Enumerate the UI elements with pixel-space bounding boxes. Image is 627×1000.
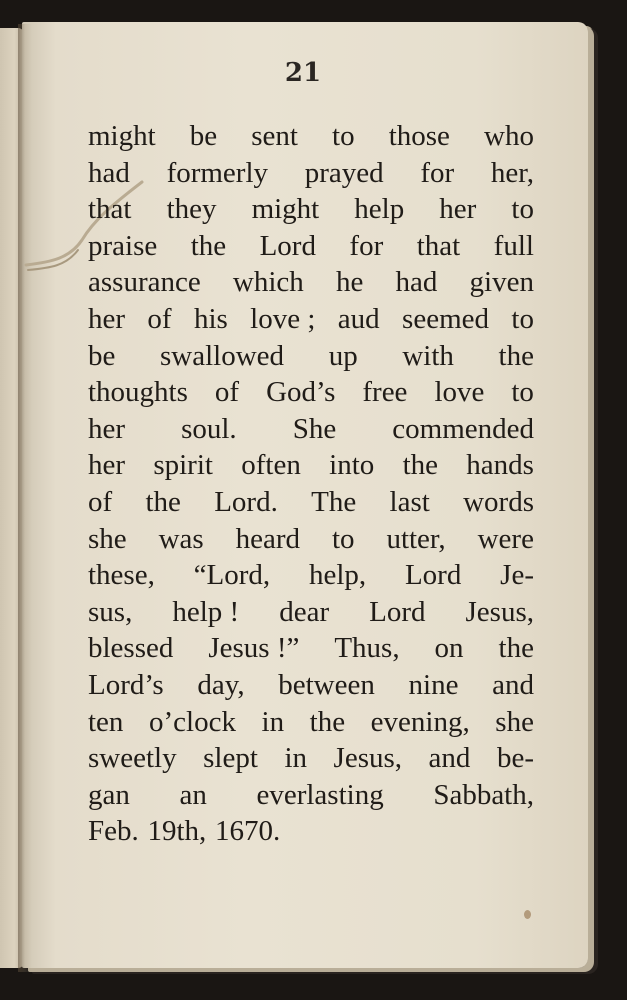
word: help — [354, 193, 405, 226]
text-line — [88, 484, 534, 521]
word: these, — [88, 559, 155, 592]
word: o’clock — [149, 705, 236, 738]
word: to — [511, 376, 534, 409]
word: thoughts — [88, 376, 188, 409]
word: commended — [392, 412, 534, 445]
word: into — [329, 449, 375, 482]
word: the — [498, 632, 534, 665]
paper-stain — [524, 910, 531, 919]
word: she — [495, 705, 534, 738]
body-text — [88, 118, 534, 850]
word: prayed — [304, 156, 384, 189]
word: given — [469, 266, 534, 299]
word: heard — [235, 522, 301, 555]
word: that — [88, 193, 132, 226]
word: of — [88, 485, 113, 518]
word: on — [434, 632, 464, 665]
word: sweetly — [88, 742, 177, 775]
word: utter, — [386, 522, 446, 555]
word: be — [189, 120, 218, 152]
word: the — [190, 229, 227, 262]
word: which — [232, 266, 304, 299]
word: she — [88, 522, 127, 555]
word: help ! — [172, 595, 240, 628]
word: had — [88, 156, 130, 189]
word: slept — [203, 742, 258, 775]
word: Je- — [500, 559, 534, 592]
word: had — [395, 266, 438, 299]
word: to — [331, 522, 355, 555]
word: of — [214, 376, 240, 409]
word: who — [484, 120, 534, 152]
text-line — [88, 630, 534, 667]
text-line — [88, 777, 534, 814]
word: to — [332, 120, 355, 152]
word: her, — [490, 156, 534, 189]
word: her — [88, 449, 126, 482]
word: ten — [88, 705, 124, 738]
word: assurance — [88, 266, 201, 299]
word: evening, — [370, 705, 470, 738]
word: Jesus, — [333, 742, 403, 775]
word: the — [145, 485, 181, 518]
word: seemed — [402, 302, 490, 335]
word: in — [261, 705, 285, 738]
word: Thus, — [334, 632, 400, 665]
word: words — [463, 485, 534, 518]
word: Feb. — [88, 815, 139, 848]
word: be — [88, 339, 116, 372]
text-line — [88, 301, 534, 338]
word: might — [88, 120, 156, 152]
text-line — [88, 118, 534, 155]
word: free — [362, 376, 408, 409]
word: her — [439, 193, 477, 226]
word: they — [166, 193, 217, 226]
word: and — [428, 742, 471, 775]
word: be- — [496, 742, 534, 775]
word: up — [328, 339, 358, 372]
word: “Lord, — [193, 559, 271, 592]
text-line — [88, 521, 534, 558]
page-number: 21 — [284, 58, 322, 88]
word: She — [292, 412, 337, 445]
word: dear — [279, 595, 330, 628]
word: Lord’s — [88, 668, 164, 701]
text-line — [88, 264, 534, 301]
word: were — [477, 522, 534, 555]
word: Lord. — [214, 485, 278, 518]
word: of — [147, 302, 172, 335]
word: everlasting — [256, 778, 384, 811]
word: the — [309, 705, 346, 738]
word: his — [193, 302, 228, 335]
word: formerly — [166, 156, 269, 189]
word: 1670. — [214, 815, 281, 848]
word: her — [88, 302, 126, 335]
word: nine — [408, 668, 459, 701]
word: might — [251, 193, 320, 226]
text-line — [88, 228, 534, 265]
word: spirit — [153, 449, 213, 482]
text-line — [88, 191, 534, 228]
text-line — [88, 447, 534, 484]
word: love — [434, 376, 485, 409]
word: with — [402, 339, 454, 372]
word: he — [335, 266, 364, 299]
word: hands — [466, 449, 534, 482]
word: Lord — [404, 559, 462, 592]
word: last — [389, 485, 430, 518]
word: love ; — [250, 302, 316, 335]
word: for — [420, 156, 455, 189]
word: in — [284, 742, 307, 775]
text-line — [88, 374, 534, 411]
spine-shadow — [18, 24, 32, 972]
word: Lord — [369, 595, 426, 628]
word: and — [492, 668, 534, 701]
word: to — [511, 193, 534, 226]
word: God’s — [266, 376, 336, 409]
word: often — [241, 449, 301, 482]
word: gan — [88, 778, 130, 811]
word: The — [311, 485, 357, 518]
word: for — [349, 229, 384, 262]
word: those — [388, 120, 450, 152]
word: was — [158, 522, 204, 555]
word: to — [511, 302, 534, 335]
word: day, — [197, 668, 245, 701]
text-line — [88, 411, 534, 448]
word: an — [179, 778, 207, 811]
word: full — [493, 229, 534, 262]
word: Jesus !” — [208, 632, 300, 665]
text-line — [88, 338, 534, 375]
text-line — [88, 155, 534, 192]
word: sent — [251, 120, 298, 152]
text-line — [88, 667, 534, 704]
word: help, — [308, 559, 367, 592]
word: Lord — [259, 229, 316, 262]
text-line — [88, 704, 534, 741]
word: 19th, — [147, 815, 207, 848]
word: swallowed — [160, 339, 285, 372]
text-line — [88, 813, 534, 850]
word: her — [88, 412, 126, 445]
word: sus, — [88, 595, 133, 628]
word: Sabbath, — [433, 778, 534, 811]
word: aud — [337, 302, 380, 335]
text-line — [88, 557, 534, 594]
word: Jesus, — [465, 595, 534, 628]
text-line — [88, 594, 534, 631]
word: the — [402, 449, 438, 482]
word: the — [498, 339, 534, 372]
word: blessed — [88, 632, 174, 665]
word: between — [278, 668, 375, 701]
word: that — [416, 229, 461, 262]
word: soul. — [181, 412, 237, 445]
text-line — [88, 740, 534, 777]
word: praise — [88, 229, 158, 262]
